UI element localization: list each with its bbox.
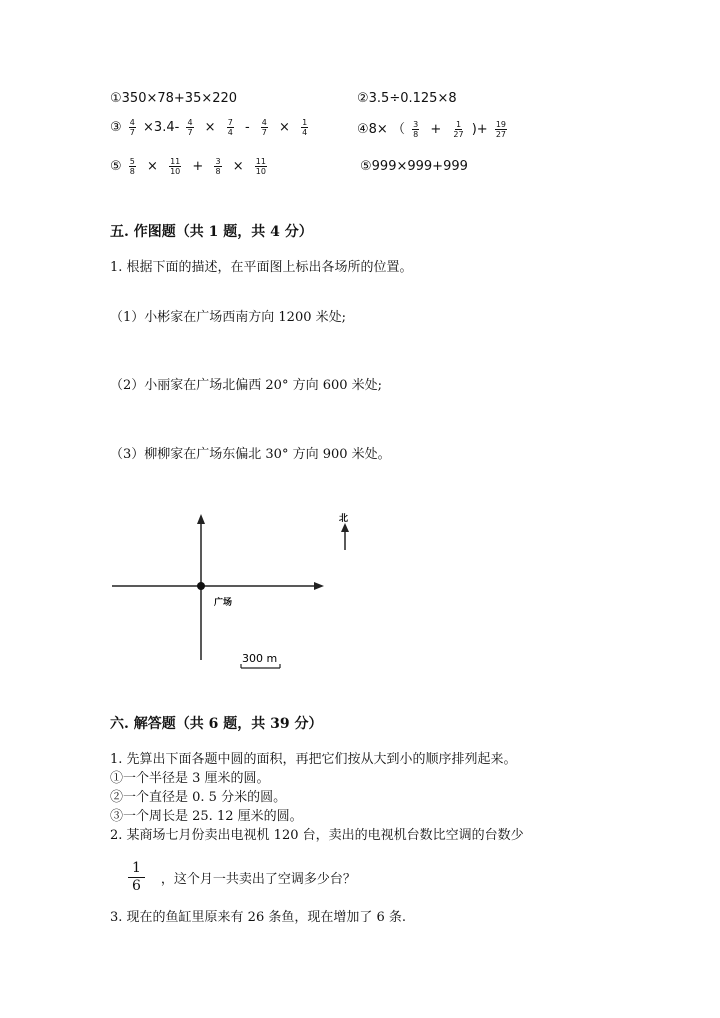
scale-label: 300 m xyxy=(242,652,278,665)
north-axis-arrow xyxy=(197,514,205,524)
plaza-label: 广场 xyxy=(214,598,233,608)
calc-problem-2: ②3.5÷0.125×8 xyxy=(357,91,457,106)
question-item: ②一个直径是 0. 5 分米的圆。 xyxy=(110,790,287,805)
fraction: $\frac{1}{27}$ xyxy=(453,120,464,139)
calc-problem-6: ⑤999×999+999 xyxy=(360,159,468,174)
question-item: ①一个半径是 3 厘米的圆。 xyxy=(110,771,270,786)
plaza-point xyxy=(197,582,205,590)
calc-problem-1: ①350×78+35×220 xyxy=(110,91,238,106)
fraction: $\frac{11}{10}$ xyxy=(170,157,181,176)
fraction: $\frac{11}{10}$ xyxy=(255,157,266,176)
fraction: $\frac{5}{8}$ xyxy=(129,157,135,176)
question-item: （1）小彬家在广场西南方向 1200 米处; xyxy=(110,310,346,325)
question-text: 3. 现在的鱼缸里原来有 26 条鱼，现在增加了 6 条. xyxy=(110,910,407,925)
fraction: $\frac{4}{7}$ xyxy=(261,118,267,137)
question-text: 1. 根据下面的描述，在平面图上标出各场所的位置。 xyxy=(110,260,413,275)
question-fraction-line: 1 6 ，这个月一共卖出了空调多少台？ xyxy=(128,860,356,895)
east-axis-arrow xyxy=(314,582,324,590)
question-item: ③一个周长是 25. 12 厘米的圆。 xyxy=(110,809,303,824)
fraction: $\frac{19}{27}$ xyxy=(495,120,507,139)
plaza-map-diagram xyxy=(100,500,380,680)
fraction: $\frac{3}{8}$ xyxy=(413,120,419,139)
fraction: $\frac{1}{4}$ xyxy=(302,118,308,137)
north-label: 北 xyxy=(339,514,349,524)
section-heading-5: 五. 作图题（共 1 题，共 4 分） xyxy=(110,224,313,240)
fraction: $\frac{4}{7}$ xyxy=(129,118,135,137)
calc-problem-3: ③ $\frac{4}{7}$ ×3.4- $\frac{4}{7}$ × $\frac{7}{4}$ - $\frac{4}{7}$ × $\frac{1}{4}$ xyxy=(110,118,308,137)
calc-problem-4: ④8× （ $\frac{3}{8}$ + $\frac{1}{27}$ )+ $\frac{19}{27}$ xyxy=(357,120,507,139)
north-arrowhead xyxy=(341,523,349,532)
question-text: 2. 某商场七月份卖出电视机 120 台，卖出的电视机台数比空调的台数少 xyxy=(110,828,524,843)
question-text: 1. 先算出下面各题中圆的面积，再把它们按从大到小的顺序排列起来。 xyxy=(110,752,517,767)
question-item: （2）小丽家在广场北偏西 20° 方向 600 米处; xyxy=(110,378,383,393)
question-item: （3）柳柳家在广场东偏北 30° 方向 900 米处。 xyxy=(110,447,391,462)
fraction: $\frac{3}{8}$ xyxy=(215,157,221,176)
fraction: $\frac{7}{4}$ xyxy=(227,118,233,137)
fraction: 1 6 xyxy=(128,860,145,895)
section-heading-6: 六. 解答题（共 6 题，共 39 分） xyxy=(110,716,323,732)
fraction: $\frac{4}{7}$ xyxy=(187,118,193,137)
calc-problem-5: ⑤ $\frac{5}{8}$ × $\frac{11}{10}$ + $\frac{3}{8}$ × $\frac{11}{10}$ xyxy=(110,157,266,176)
